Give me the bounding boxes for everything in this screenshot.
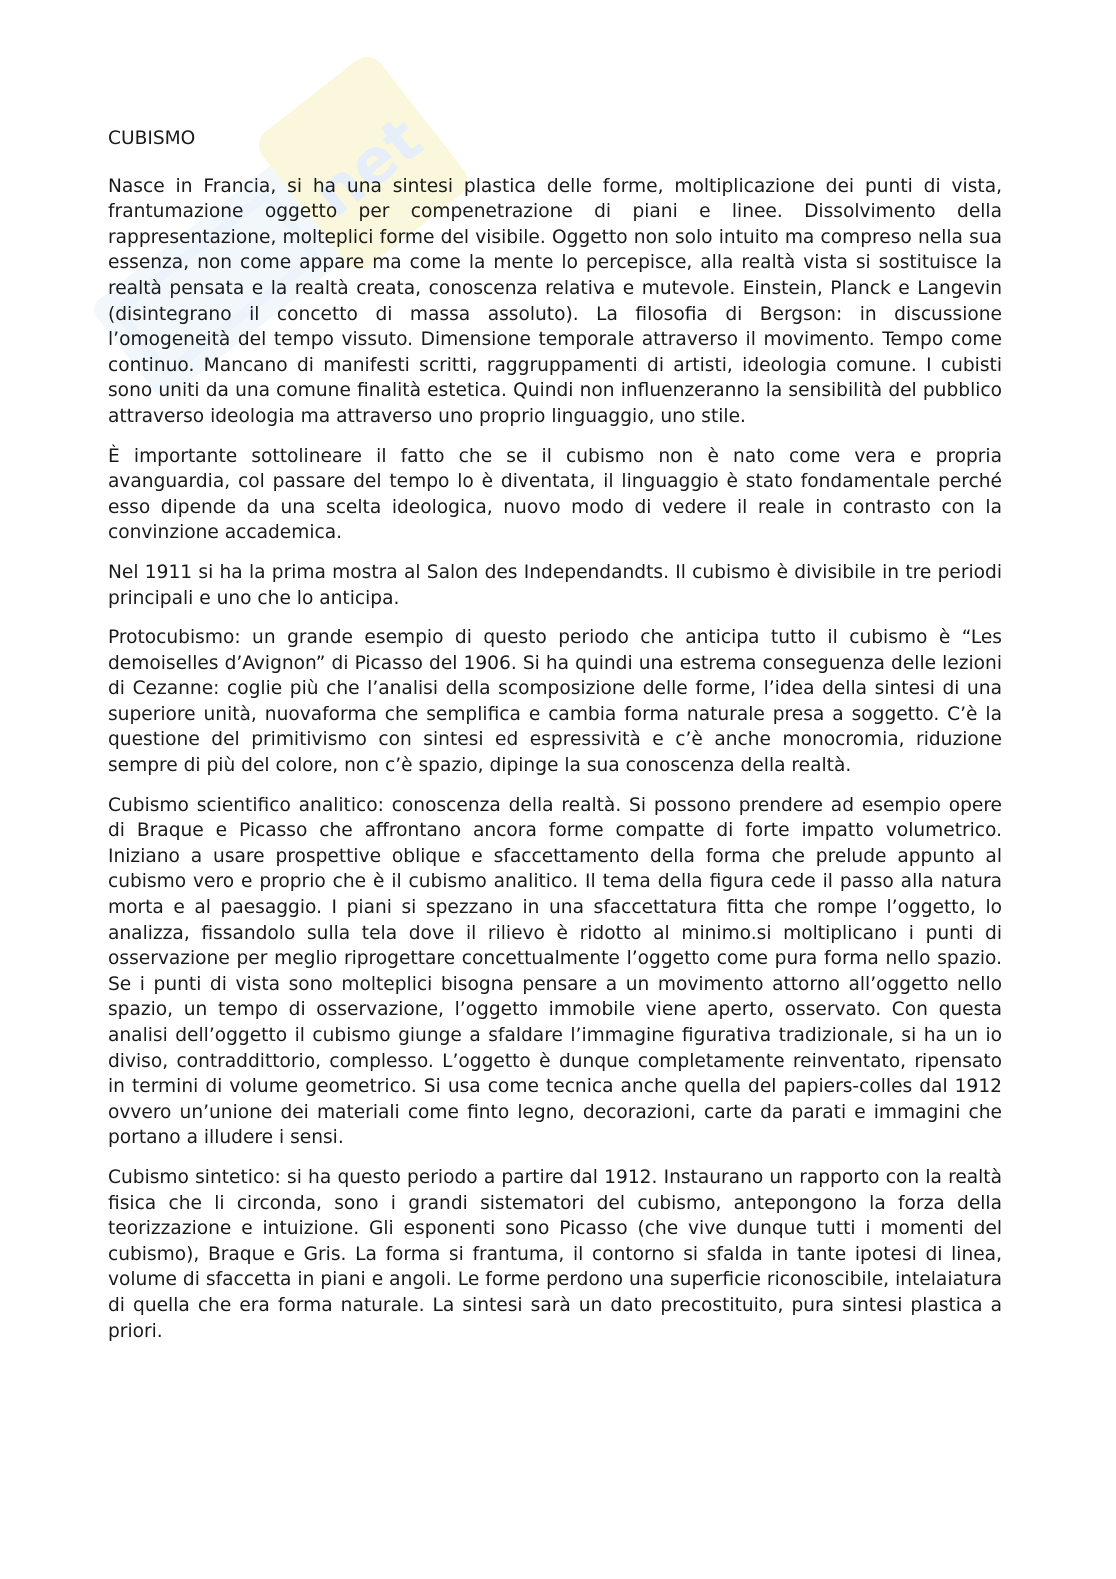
paragraph-protocubismo: Protocubismo: un grande esempio di questo periodo che anticipa tutto il cubismo è “Les demoiselles d’Avignon” di Picasso del 1906. Si ha quindi una estrema conseguenza delle lezioni di Cezanne: coglie più che l’analisi della scomposizione delle forme, l’idea della sintesi di una superiore unità, nuovaforma che semplifica e cambia forma naturale presa a soggetto. C’è la questione del primitivismo con sintesi ed espressività e c’è anche monocromia, riduzione sempre di più del colore, non c’è spazio, dipinge la sua conoscenza della realtà.	[108, 627, 1002, 777]
paragraph-intro: Nasce in Francia, si ha una sintesi plastica delle forme, moltiplicazione dei punti di vista, frantumazione oggetto per compenetrazione di piani e linee. Dissolvimento della rappresentazione, molteplici forme del visibile. Oggetto non solo intuito ma compreso nella sua essenza, non come appare ma come la mente lo percepisce, alla realtà vista si sostituisce la realtà pensata e la realtà creata, conoscenza relativa e mutevole. Einstein, Planck e Langevin (disintegrano il concetto di massa assoluto). La filosofia di Bergson: in discussione l’omogeneità del tempo vissuto. Dimensione temporale attraverso il movimento. Tempo come continuo. Mancano di manifesti scritti, raggruppamenti di artisti, ideologia comune. I cubisti sono uniti da una comune finalità estetica. Quindi non influenzeranno la sensibilità del pubblico attraverso ideologia ma attraverso uno proprio linguaggio, uno stile.	[108, 175, 1002, 427]
paragraph-cubismo-sintetico: Cubismo sintetico: si ha questo periodo a partire dal 1912. Instaurano un rapporto con la realtà fisica che li circonda, sono i grandi sistematori del cubismo, antepongono la forza della teorizzazione e intuizione. Gli esponenti sono Picasso (che vive dunque tutti i momenti del cubismo), Braque e Gris. La forma si frantuma, il contorno si sfalda in tante ipotesi di linea, volume di sfaccetta in piani e angoli. Le forme perdono una superficie riconoscibile, intelaiatura di quella che era forma naturale. La sintesi sarà un dato precostituito, pura sintesi plastica a priori.	[108, 1166, 1002, 1342]
paragraph-cubismo-analitico: Cubismo scientifico analitico: conoscenza della realtà. Si possono prendere ad esempio opere di Braque e Picasso che affrontano ancora forme compatte di forte impatto volumetrico. Iniziano a usare prospettive oblique e sfaccettamento della forma che prelude appunto al cubismo vero e proprio che è il cubismo analitico. Il tema della figura cede il passo alla natura morta e al paesaggio. I piani si spezzano in una sfaccettatura fitta che rompe l’oggetto, lo analizza, fissandolo sulla tela dove il rilievo è ridotto al minimo.si moltiplicano i punti di osservazione per meglio riprogettare concettualmente l’oggetto come pura forma nello spazio. Se i punti di vista sono molteplici bisogna pensare a un movimento attorno all’oggetto nello spazio, un tempo di osservazione, l’oggetto immobile viene aperto, osservato. Con questa analisi dell’oggetto il cubismo giunge a sfaldare l’immagine figurativa tradizionale, si ha un io diviso, contraddittorio, complesso. L’oggetto è dunque completamente reinventato, ripensato in termini di volume geometrico. Si usa come tecnica anche quella del papiers-colles dal 1912 ovvero un’unione dei materiali come finto legno, decorazioni, carte da parati e immagini che portano a illudere i sensi.	[108, 794, 1002, 1149]
paragraph-avanguardia: È importante sottolineare il fatto che se il cubismo non è nato come vera e propria avanguardia, col passare del tempo lo è diventata, il linguaggio è stato fondamentale perché esso dipende da una scelta ideologica, nuovo modo di vedere il reale in contrasto con la convinzione accademica.	[108, 445, 1002, 544]
document-title: CUBISMO	[108, 128, 196, 149]
paragraph-mostra-1911: Nel 1911 si ha la prima mostra al Salon des Independandts. Il cubismo è divisibile in tre periodi principali e uno che lo anticipa.	[108, 561, 1002, 609]
watermark-text: net	[299, 102, 436, 232]
document-page	[108, 126, 1002, 1344]
